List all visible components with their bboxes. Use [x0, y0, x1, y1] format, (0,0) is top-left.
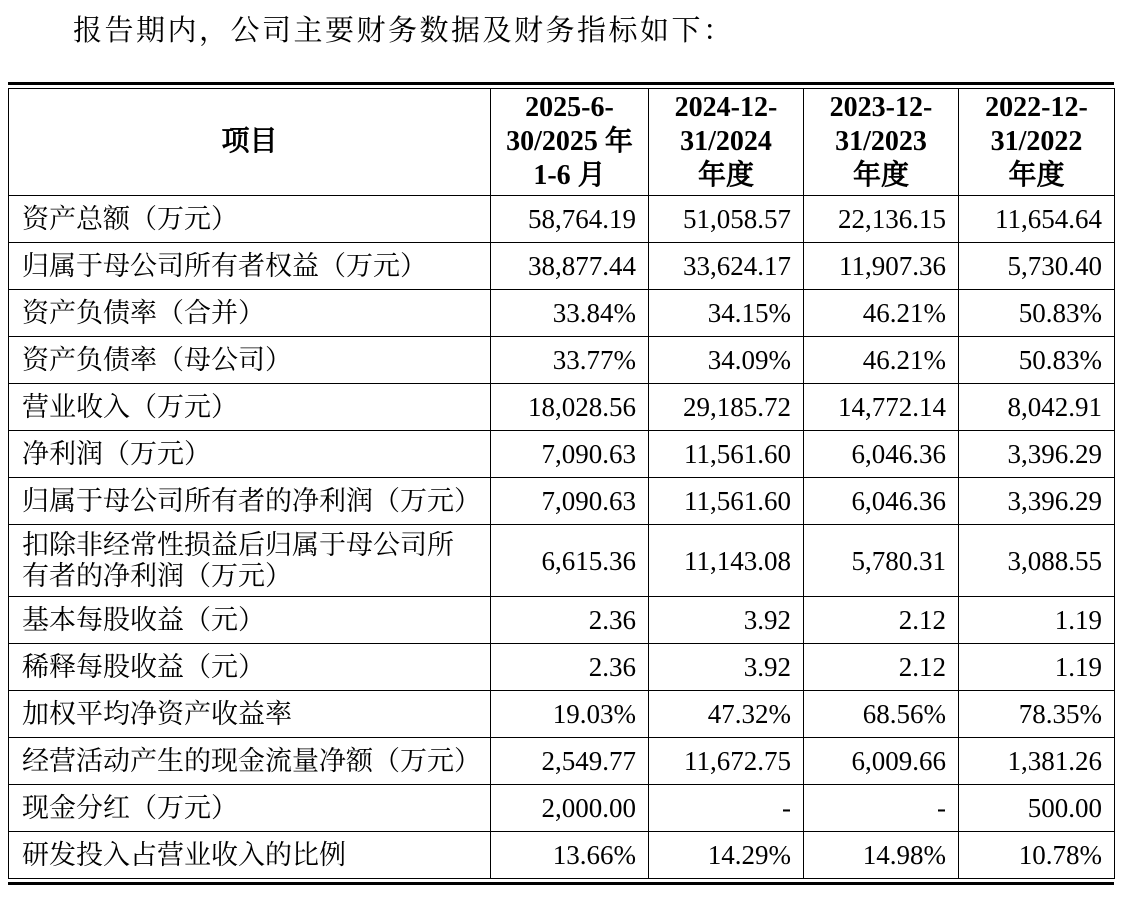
table-row: [9, 337, 1115, 384]
value-cell: 2.36: [491, 597, 649, 644]
value-cell: 3.92: [649, 597, 804, 644]
header-line: 年度: [852, 160, 909, 191]
value-cell: 33.77%: [491, 337, 649, 384]
value-cell: 14.29%: [649, 832, 804, 879]
table-row: [9, 525, 1115, 597]
row-label: 经营活动产生的现金流量净额（万元）: [9, 738, 491, 785]
value-cell: 7,090.63: [491, 478, 649, 525]
value-cell: 11,654.64: [959, 196, 1115, 243]
header-line: 31/2024: [680, 126, 772, 157]
value-cell: 2,000.00: [491, 785, 649, 832]
header-line: 2025-6-: [525, 92, 614, 123]
row-label: 资产总额（万元）: [9, 196, 491, 243]
header-line: 2022-12-: [985, 92, 1088, 123]
header-row: [9, 89, 1115, 196]
value-cell: 14,772.14: [804, 384, 959, 431]
value-cell: 50.83%: [959, 290, 1115, 337]
row-label: 净利润（万元）: [9, 431, 491, 478]
value-cell: 8,042.91: [959, 384, 1115, 431]
header-period-2025h1: [491, 89, 649, 196]
value-cell: 78.35%: [959, 691, 1115, 738]
value-cell: 1.19: [959, 597, 1115, 644]
row-label: 营业收入（万元）: [9, 384, 491, 431]
row-label: 稀释每股收益（元）: [9, 644, 491, 691]
value-cell: 6,046.36: [804, 478, 959, 525]
value-cell: 11,672.75: [649, 738, 804, 785]
value-cell: 50.83%: [959, 337, 1115, 384]
row-label: 基本每股收益（元）: [9, 597, 491, 644]
value-cell: 13.66%: [491, 832, 649, 879]
table-row: [9, 738, 1115, 785]
value-cell: 46.21%: [804, 337, 959, 384]
value-cell: 6,046.36: [804, 431, 959, 478]
financial-table-frame: [8, 82, 1114, 885]
value-cell: 14.98%: [804, 832, 959, 879]
header-line: 2024-12-: [674, 92, 778, 123]
financial-table: [8, 88, 1115, 879]
header-line: 31/2022: [990, 126, 1083, 157]
row-label: 加权平均净资产收益率: [9, 691, 491, 738]
header-item: 项目: [9, 89, 491, 196]
value-cell: -: [649, 785, 804, 832]
value-cell: 11,907.36: [804, 243, 959, 290]
table-row: [9, 196, 1115, 243]
row-label-cell: [9, 525, 491, 597]
table-row: [9, 644, 1115, 691]
row-label: 资产负债率（合并）: [9, 290, 491, 337]
value-cell: 2.12: [804, 644, 959, 691]
header-period-2022: [959, 89, 1115, 196]
value-cell: 33.84%: [491, 290, 649, 337]
header-line: 1-6 月: [533, 160, 606, 191]
value-cell: 1.19: [959, 644, 1115, 691]
table-row: [9, 785, 1115, 832]
table-row: [9, 691, 1115, 738]
row-label: 归属于母公司所有者的净利润（万元）: [9, 478, 491, 525]
header-line: 年度: [1008, 160, 1065, 191]
value-cell: 46.21%: [804, 290, 959, 337]
header-period-2023: [804, 89, 959, 196]
value-cell: 1,381.26: [959, 738, 1115, 785]
value-cell: 68.56%: [804, 691, 959, 738]
intro-text: 报告期内，公司主要财务数据及财务指标如下：: [73, 15, 735, 47]
value-cell: 11,561.60: [649, 478, 804, 525]
value-cell: 3,396.29: [959, 431, 1115, 478]
value-cell: 51,058.57: [649, 196, 804, 243]
value-cell: -: [804, 785, 959, 832]
value-cell: 29,185.72: [649, 384, 804, 431]
table-row: [9, 290, 1115, 337]
header-line: 30/2025 年: [506, 126, 633, 157]
value-cell: 47.32%: [649, 691, 804, 738]
row-label: 研发投入占营业收入的比例: [9, 832, 491, 879]
table-row: [9, 832, 1115, 879]
value-cell: 34.15%: [649, 290, 804, 337]
table-row: [9, 431, 1115, 478]
value-cell: 22,136.15: [804, 196, 959, 243]
value-cell: 500.00: [959, 785, 1115, 832]
value-cell: 10.78%: [959, 832, 1115, 879]
header-line: 年度: [697, 160, 754, 191]
value-cell: 2.36: [491, 644, 649, 691]
value-cell: 7,090.63: [491, 431, 649, 478]
value-cell: 19.03%: [491, 691, 649, 738]
table-row: [9, 597, 1115, 644]
value-cell: 34.09%: [649, 337, 804, 384]
value-cell: 11,143.08: [649, 525, 804, 597]
header-line: 2023-12-: [829, 92, 933, 123]
value-cell: 6,009.66: [804, 738, 959, 785]
value-cell: 3,088.55: [959, 525, 1115, 597]
row-label: 扣除非经常性损益后归属于母公司所有者的净利润（万元）: [22, 529, 454, 591]
value-cell: 33,624.17: [649, 243, 804, 290]
value-cell: 11,561.60: [649, 431, 804, 478]
header-period-2024: [649, 89, 804, 196]
value-cell: 2.12: [804, 597, 959, 644]
value-cell: 5,730.40: [959, 243, 1115, 290]
value-cell: 18,028.56: [491, 384, 649, 431]
value-cell: 3.92: [649, 644, 804, 691]
row-label: 归属于母公司所有者权益（万元）: [9, 243, 491, 290]
table-row: [9, 384, 1115, 431]
value-cell: 38,877.44: [491, 243, 649, 290]
row-label: 现金分红（万元）: [9, 785, 491, 832]
table-row: [9, 243, 1115, 290]
value-cell: 5,780.31: [804, 525, 959, 597]
table-row: [9, 478, 1115, 525]
row-label: 资产负债率（母公司）: [9, 337, 491, 384]
value-cell: 2,549.77: [491, 738, 649, 785]
value-cell: 58,764.19: [491, 196, 649, 243]
header-line: 31/2023: [835, 126, 927, 157]
value-cell: 3,396.29: [959, 478, 1115, 525]
value-cell: 6,615.36: [491, 525, 649, 597]
